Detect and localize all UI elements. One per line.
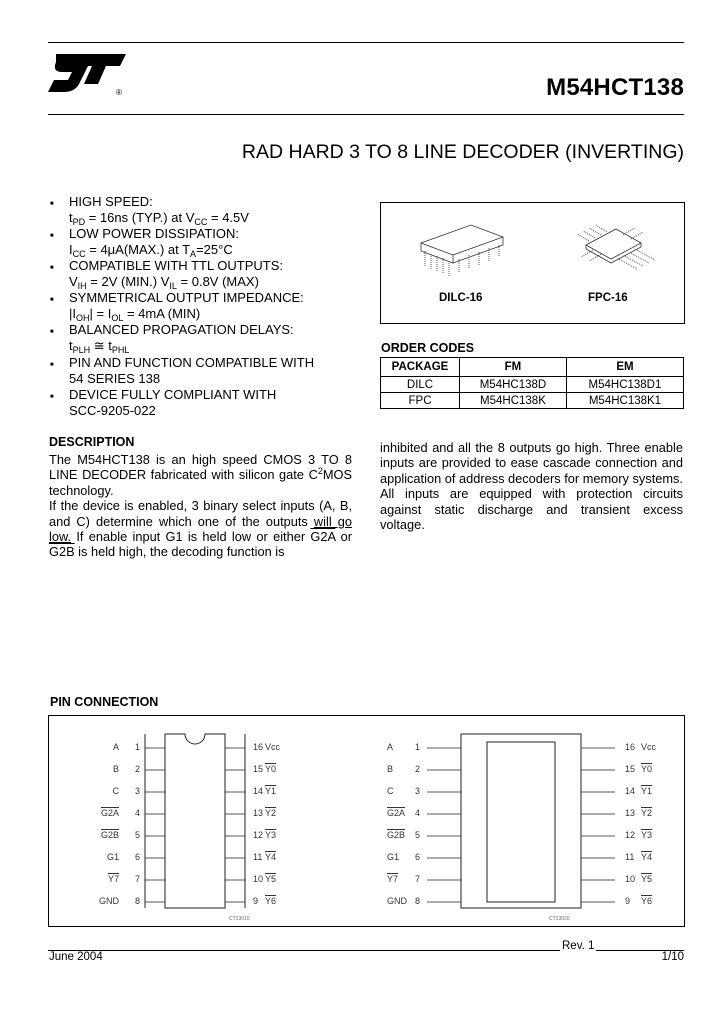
pin-label: Y0 xyxy=(265,764,277,774)
pin-number: 2 xyxy=(135,764,141,774)
pin-connection-heading: PIN CONNECTION xyxy=(50,695,159,709)
part-number: M54HCT138 xyxy=(546,74,684,101)
pin-label: Y5 xyxy=(265,874,277,884)
pin-label: Y4 xyxy=(641,852,653,862)
feature-item: ■ BALANCED PROPAGATION DELAYS: $t_{PLH}$ ≅ $t_{PHL}$ xyxy=(50,322,294,355)
table-row: DILC M54HC138D M54HC138D1 xyxy=(381,377,684,393)
pin-number: 14 xyxy=(625,786,636,796)
column-header: PACKAGE xyxy=(381,358,460,377)
pin-number: 9 xyxy=(625,896,631,906)
description-p3: All inputs are equipped with protection circuits against static discharge and transient excess voltage. xyxy=(380,486,683,533)
pin-number: 3 xyxy=(135,786,141,796)
footer-date: June 2004 xyxy=(49,951,103,963)
pin-number: 1 xyxy=(415,742,421,752)
order-codes-table xyxy=(380,357,684,409)
pin-label: B xyxy=(387,764,394,774)
pin-label: G1 xyxy=(106,852,119,862)
pin-number: 9 xyxy=(253,896,259,906)
svg-text:CT13020: CT13020 xyxy=(549,916,570,922)
pin-label: G2B xyxy=(100,830,119,840)
pin-label: G2A xyxy=(100,808,119,818)
pin-label: G2B xyxy=(387,830,406,840)
fpc-label: FPC-16 xyxy=(588,292,628,304)
pin-number: 7 xyxy=(135,874,141,884)
pin-number: 10 xyxy=(253,874,264,884)
pin-connection-box xyxy=(48,715,685,927)
pin-label: Y1 xyxy=(265,786,277,796)
top-rule xyxy=(48,42,684,43)
pin-label: GND xyxy=(387,896,407,906)
page-number: 1/10 xyxy=(661,951,684,963)
pin-label: C xyxy=(387,786,394,796)
description-right-column: inhibited and all the 8 outputs go high. Three enable inputs are provided to ease cascade connection and application of address decoders for memory systems. All inputs are equipped with protection circuits against static discharge and transient excess voltage. xyxy=(380,440,683,533)
pin-number: 13 xyxy=(253,808,264,818)
pin-number: 3 xyxy=(415,786,421,796)
pin-label: Y3 xyxy=(641,830,653,840)
pin-number: 5 xyxy=(135,830,141,840)
revision: Rev. 1 xyxy=(562,940,595,952)
pin-label: B xyxy=(112,764,119,774)
pin-label: Y5 xyxy=(641,874,653,884)
pin-number: 15 xyxy=(253,764,264,774)
pin-label: G1 xyxy=(387,852,400,862)
order-codes-heading: ORDER CODES xyxy=(381,341,475,355)
description-heading: DESCRIPTION xyxy=(49,435,135,449)
table-row: FPC M54HC138K M54HC138K1 xyxy=(381,393,684,409)
pin-label: G2A xyxy=(387,808,406,818)
pin-label: GND xyxy=(99,896,119,906)
dilc-package-icon xyxy=(421,225,503,277)
pin-label: Y1 xyxy=(641,786,653,796)
pin-label: Y3 xyxy=(265,830,277,840)
column-header: FM xyxy=(460,358,567,377)
pin-label: Vcc xyxy=(265,742,281,752)
pin-number: 13 xyxy=(625,808,636,818)
fpc-package-icon xyxy=(577,225,655,269)
feature-item: ■ HIGH SPEED: $t_{PD} = 16ns$ (TYP.) at $V_{CC} = 4.5V$ xyxy=(50,194,249,227)
pin-label: Vcc xyxy=(641,742,657,752)
document-title: RAD HARD 3 TO 8 LINE DECODER (INVERTING) xyxy=(241,141,684,163)
pin-number: 4 xyxy=(415,808,421,818)
feature-item: ■ COMPATIBLE WITH TTL OUTPUTS: $V_{IH} = 2V$ (MIN.) $V_{IL} = 0.8V$ (MAX) xyxy=(50,258,284,291)
pin-number: 16 xyxy=(625,742,636,752)
pin-diagram xyxy=(49,716,684,926)
pin-label: Y2 xyxy=(265,808,277,818)
pin-label: C xyxy=(112,786,119,796)
pin-number: 11 xyxy=(625,852,635,862)
dilc-label: DILC-16 xyxy=(439,292,483,304)
pin-label: A xyxy=(387,742,394,752)
pin-number: 12 xyxy=(625,830,636,840)
pin-number: 2 xyxy=(415,764,421,774)
pin-label: Y6 xyxy=(265,896,277,906)
pin-number: 12 xyxy=(253,830,264,840)
pin-label: Y0 xyxy=(641,764,653,774)
feature-item: ■ DEVICE FULLY COMPLIANT WITH SCC-9205-022 xyxy=(50,387,277,418)
pin-number: 7 xyxy=(415,874,421,884)
pin-label: Y7 xyxy=(107,874,119,884)
pin-number: 4 xyxy=(135,808,141,818)
header-rule xyxy=(48,114,684,115)
pin-label: A xyxy=(112,742,119,752)
pin-number: 15 xyxy=(625,764,636,774)
pin-number: 1 xyxy=(135,742,141,752)
feature-item: ■ LOW POWER DISSIPATION: $I_{CC} = 4\mu A(MAX.)$ at $T_A=25^\circ C$ xyxy=(50,226,239,259)
pin-number: 8 xyxy=(415,896,421,906)
pin-number: 10 xyxy=(625,874,636,884)
package-drawings xyxy=(381,203,684,323)
pin-number: 14 xyxy=(253,786,264,796)
pin-number: 6 xyxy=(415,852,421,862)
pin-number: 5 xyxy=(415,830,421,840)
registered-mark: ® xyxy=(116,88,122,97)
pin-label: Y7 xyxy=(387,874,399,884)
pin-label: Y4 xyxy=(265,852,277,862)
description-left-column: The M54HCT138 is an high speed CMOS 3 TO 8 LINE DECODER fabricated with silicon gate $C^2MOS$ technology. If the device is enabled, 3 binary select inputs (A, B, and C) determine which one of the outputs will go low. If enable input G1 is held low or either G2A or G2B is held high, the decoding function is xyxy=(49,452,352,560)
pin-number: 16 xyxy=(253,742,264,752)
feature-item: ■ SYMMETRICAL OUTPUT IMPEDANCE: $|I_{OH}| = I_{OL} = 4mA$ (MIN) xyxy=(50,290,304,323)
svg-text:CT13010: CT13010 xyxy=(229,916,250,922)
pin-label: Y2 xyxy=(641,808,653,818)
feature-item: ■ PIN AND FUNCTION COMPATIBLE WITH 54 SERIES 138 xyxy=(50,355,315,386)
column-header: EM xyxy=(566,358,683,377)
package-illustration-box xyxy=(380,202,685,324)
pin-number: 6 xyxy=(135,852,141,862)
pin-label: Y6 xyxy=(641,896,653,906)
pin-number: 11 xyxy=(253,852,263,862)
pin-number: 8 xyxy=(135,896,141,906)
